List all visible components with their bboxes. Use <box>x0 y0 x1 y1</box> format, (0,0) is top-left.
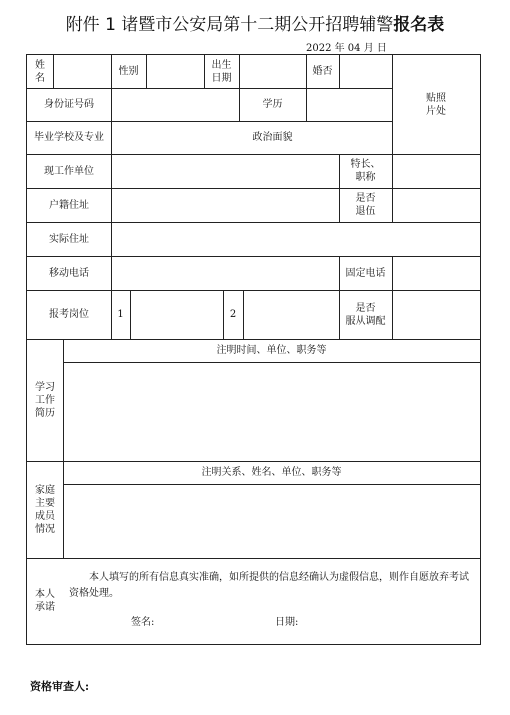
label-photo: 贴照 片处 <box>426 92 446 117</box>
label-position-choice-1: 1 <box>117 309 124 320</box>
history-field[interactable] <box>64 363 479 460</box>
label-accept-assignment: 是否 服从调配 <box>345 302 386 327</box>
title-bold: 报名表 <box>393 15 445 35</box>
family-field[interactable] <box>64 485 479 557</box>
label-specialty-title: 特长、 职称 <box>350 159 381 183</box>
label-actual-address: 实际住址 <box>49 233 89 245</box>
label-landline-phone: 固定电话 <box>345 267 386 279</box>
signature-label: 签名: <box>131 617 155 628</box>
label-political-status: 政治面貌 <box>252 132 293 143</box>
label-gender: 性别 <box>118 66 139 77</box>
label-study-work-history: 学习 工作 简历 <box>35 381 55 419</box>
education-field[interactable] <box>307 89 391 120</box>
label-household-address: 户籍住址 <box>49 199 89 211</box>
household-address-field[interactable] <box>112 189 338 221</box>
reviewer-label: 资格审查人: <box>30 680 90 693</box>
registration-form <box>26 54 481 645</box>
date-label: 日期: <box>275 617 299 628</box>
document-title <box>0 10 510 35</box>
current-employer-field[interactable] <box>112 155 338 187</box>
label-education: 学历 <box>262 99 283 110</box>
label-position-choice-2: 2 <box>229 309 237 320</box>
date-line: 2022 年 04 月 日 <box>306 43 387 54</box>
label-birth-date: 出生 日期 <box>211 59 232 84</box>
marital-status-field[interactable] <box>340 56 391 87</box>
label-marital-status: 婚否 <box>312 66 333 77</box>
label-id-number: 身份证号码 <box>44 99 94 110</box>
label-applied-position: 报考岗位 <box>49 309 89 320</box>
specialty-title-field[interactable] <box>393 155 479 187</box>
label-name: 姓 名 <box>35 59 45 84</box>
position-choice-1-field[interactable] <box>131 291 222 338</box>
position-choice-2-field[interactable] <box>244 291 338 338</box>
gender-field[interactable] <box>147 56 203 87</box>
label-commitment: 本人 承诺 <box>35 589 55 613</box>
label-current-employer: 现工作单位 <box>44 165 94 177</box>
accept-assignment-field[interactable] <box>393 291 479 338</box>
actual-address-field[interactable] <box>112 223 479 255</box>
commitment-text: 本人填写的所有信息真实准确，如所提供的信息经确认为虚假信息，则作自愿放弃考试资格处理。 <box>69 572 469 599</box>
mobile-phone-field[interactable] <box>112 257 338 289</box>
birth-date-field[interactable] <box>240 56 305 87</box>
landline-phone-field[interactable] <box>393 257 479 289</box>
retired-military-field[interactable] <box>393 189 479 221</box>
label-family-members: 家庭 主要 成员 情况 <box>35 484 55 535</box>
history-hint: 注明时间、单位、职务等 <box>216 345 327 356</box>
label-mobile-phone: 移动电话 <box>49 267 89 279</box>
id-number-field[interactable] <box>112 89 238 120</box>
label-school-major: 毕业学校及专业 <box>34 132 104 143</box>
rule-row10 <box>27 558 480 559</box>
school-major-field[interactable] <box>112 122 238 153</box>
family-hint: 注明关系、姓名、单位、职务等 <box>201 467 342 478</box>
name-field[interactable] <box>54 56 110 87</box>
title-prefix: 附件 1 诸暨市公安局第十二期公开招聘辅警 <box>65 15 394 35</box>
label-retired-military: 是否 退伍 <box>355 193 376 217</box>
photo-area[interactable] <box>393 56 479 153</box>
commitment-date-field[interactable] <box>305 613 405 631</box>
signature-field[interactable] <box>161 613 261 631</box>
political-status-field[interactable] <box>307 122 391 153</box>
